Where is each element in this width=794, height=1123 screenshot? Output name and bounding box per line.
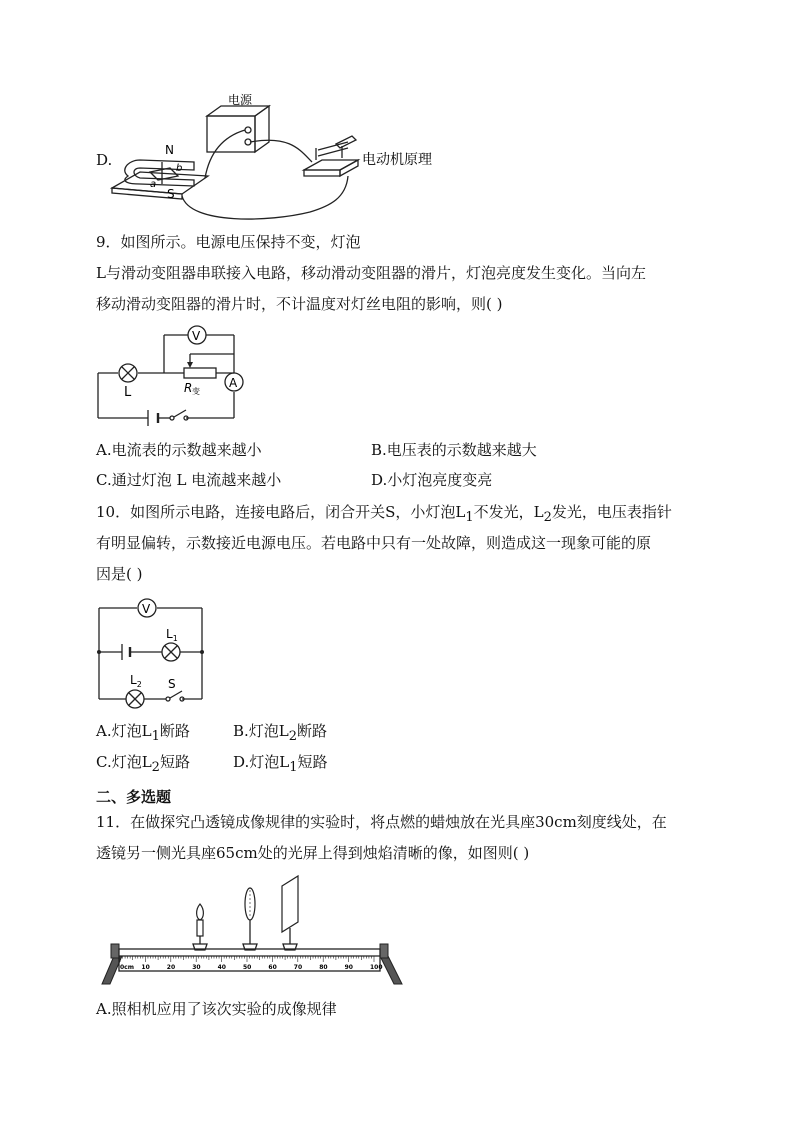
bench-tick-label: 30 bbox=[192, 964, 201, 971]
q11-stem-line2: 透镜另一侧光具座65cm处的光屏上得到烛焰清晰的像，如图则( ) bbox=[96, 844, 530, 862]
q10-option-d: D.灯泡$L_1$短路 bbox=[233, 753, 328, 775]
ammeter-label: A bbox=[229, 376, 238, 390]
lamp-l1-label: $L_1$ bbox=[166, 627, 178, 643]
magnet-s-label: S bbox=[167, 187, 175, 201]
q9-option-d: D.小灯泡亮度变亮 bbox=[371, 471, 493, 489]
rheostat-r-label: R bbox=[184, 381, 193, 395]
q9-stem-line1: 9．如图所示。电源电压保持不变，灯泡 bbox=[96, 233, 361, 251]
q11-option-a: A.照相机应用了该次实验的成像规律 bbox=[96, 1000, 337, 1018]
bench-tick-label: 60 bbox=[268, 964, 277, 971]
bench-tick-label: 50 bbox=[243, 964, 252, 971]
motor-principle-label: 电动机原理 bbox=[362, 152, 432, 168]
bench-scale bbox=[120, 956, 383, 971]
light-screen bbox=[282, 876, 298, 950]
lamp-l-label: L bbox=[124, 385, 132, 400]
bench-tick-label: 10 bbox=[141, 964, 150, 971]
q8-option-d-label: D. bbox=[96, 151, 113, 169]
voltmeter-label: V bbox=[142, 602, 151, 616]
power-source-label: 电源 bbox=[228, 93, 253, 107]
q10-option-c: C.灯泡$L_2$短路 bbox=[96, 753, 190, 775]
section-title-multiple-choice: 二、多选题 bbox=[96, 788, 172, 806]
bench-tick-label: 70 bbox=[293, 964, 303, 971]
coil-a-label: a bbox=[150, 179, 157, 190]
bench-tick-label: 40 bbox=[217, 964, 226, 971]
lamp-l2-label: $L_2$ bbox=[130, 673, 142, 689]
voltmeter-label: V bbox=[192, 329, 201, 343]
q11-stem-line1: 11．在做探究凸透镜成像规律的实验时，将点燃的蜡烛放在光具座30cm刻度线处，在 bbox=[96, 813, 667, 831]
convex-lens bbox=[243, 888, 257, 950]
rheostat-sub-label: 变 bbox=[192, 387, 200, 396]
bench-tick-label: 80 bbox=[319, 964, 328, 971]
q10-option-a: A.灯泡$L_1$断路 bbox=[96, 722, 190, 744]
bench-tick-label: 20 bbox=[166, 964, 176, 971]
magnet-n-label: N bbox=[165, 143, 174, 157]
q9-stem-line3: 移动滑动变阻器的滑片时，不计温度对灯丝电阻的影响，则( ) bbox=[96, 295, 503, 313]
bench-tick-label: 0cm bbox=[120, 964, 134, 971]
q10-stem-line1: 10．如图所示电路，连接电路后，闭合开关S，小灯泡$L_1$不发光，$L_2$发光，电压表指针 bbox=[96, 503, 672, 525]
q9-option-c: C.通过灯泡 L 电流越来越小 bbox=[96, 471, 282, 489]
q10-stem-line2: 有明显偏转，示数接近电源电压。若电路中只有一处故障，则造成这一现象可能的原 bbox=[96, 534, 652, 552]
candle bbox=[193, 904, 207, 950]
q9-stem-line2: L与滑动变阻器串联接入电路，移动滑动变阻器的滑片，灯泡亮度发生变化。当向左 bbox=[96, 264, 646, 282]
q9-option-a: A.电流表的示数越来越小 bbox=[96, 441, 262, 459]
q10-option-b: B.灯泡$L_2$断路 bbox=[233, 722, 328, 744]
coil-b-label: b bbox=[176, 163, 183, 174]
bench-tick-label: 90 bbox=[344, 964, 353, 971]
switch-s-label: S bbox=[168, 677, 176, 691]
q10-stem-line3: 因是( ) bbox=[96, 565, 143, 583]
bench-tick-label: 100 bbox=[370, 964, 383, 971]
q9-option-b: B.电压表的示数越来越大 bbox=[371, 441, 537, 459]
